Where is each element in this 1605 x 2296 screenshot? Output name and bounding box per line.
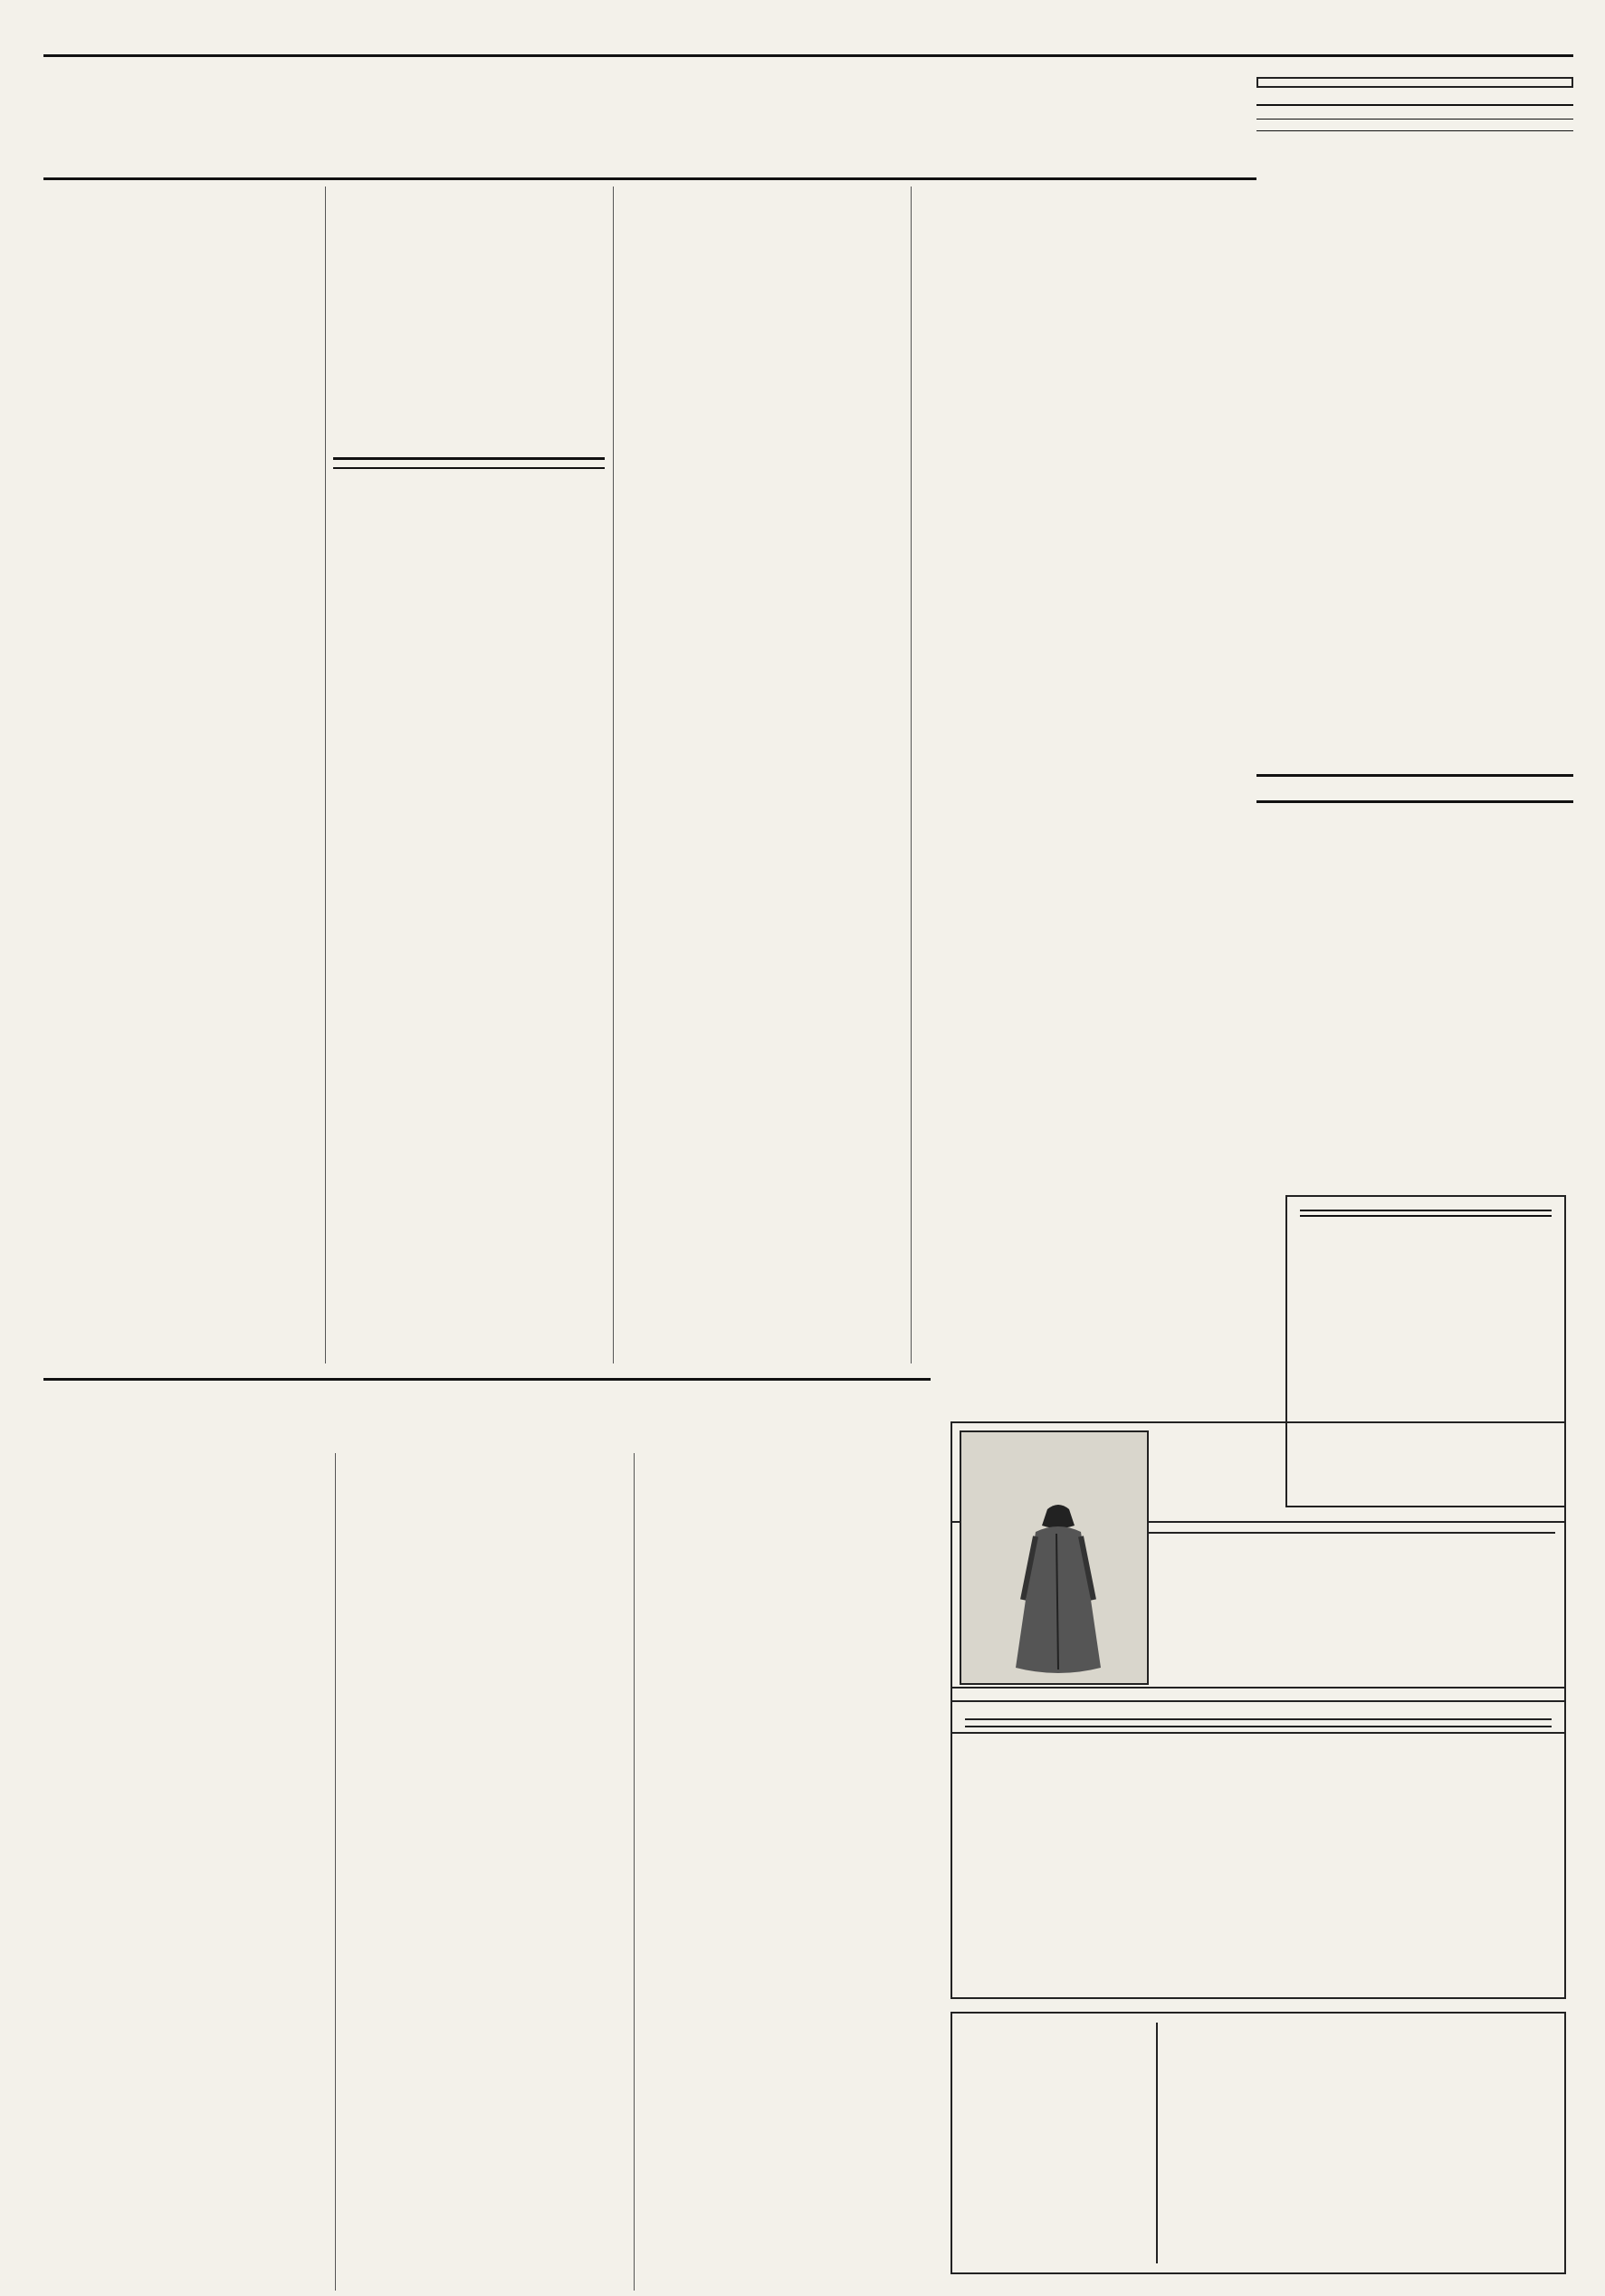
orecchi-rule — [1300, 1215, 1552, 1217]
doni-rule — [43, 1378, 931, 1381]
ringraziamento-rule — [1256, 774, 1573, 777]
ringraziamento-box — [1256, 774, 1573, 1186]
collegio-rule — [333, 457, 605, 460]
orecchi-rule — [1300, 1210, 1552, 1211]
milesi-ad — [951, 2012, 1566, 2274]
column-concerto — [333, 187, 605, 454]
borno-ad — [951, 1700, 1566, 1999]
avvisi-rule — [1256, 119, 1573, 120]
page-header — [43, 20, 1573, 57]
column-divider — [911, 187, 912, 1363]
borno-address — [965, 1715, 1552, 1720]
caffaro-ad — [951, 1421, 1566, 1689]
coat-figure-icon — [961, 1432, 1147, 1683]
avvisi-box — [1256, 77, 1573, 761]
collegio-rule — [333, 467, 605, 469]
avvisi-rule — [1256, 104, 1573, 106]
borno-footer — [965, 1726, 1552, 1731]
column-divider — [613, 187, 614, 1363]
column-divider — [634, 1453, 635, 2291]
column-rodoretto — [621, 187, 903, 1363]
doni-column — [643, 1453, 932, 2291]
title-rule — [43, 177, 1256, 180]
column-luserna — [45, 187, 317, 1363]
avvisi-rule — [1256, 130, 1573, 131]
doni-column — [45, 1453, 326, 2291]
column-divider — [335, 1453, 336, 2291]
collegio-box — [333, 457, 605, 1363]
doni-column — [344, 1453, 625, 2291]
avvisi-title — [1256, 77, 1573, 88]
column-divider — [325, 187, 326, 1363]
caffaro-logo — [960, 1430, 1149, 1685]
ringraziamento-rule — [1256, 800, 1573, 803]
column-prarostino-cont — [919, 187, 1240, 1363]
